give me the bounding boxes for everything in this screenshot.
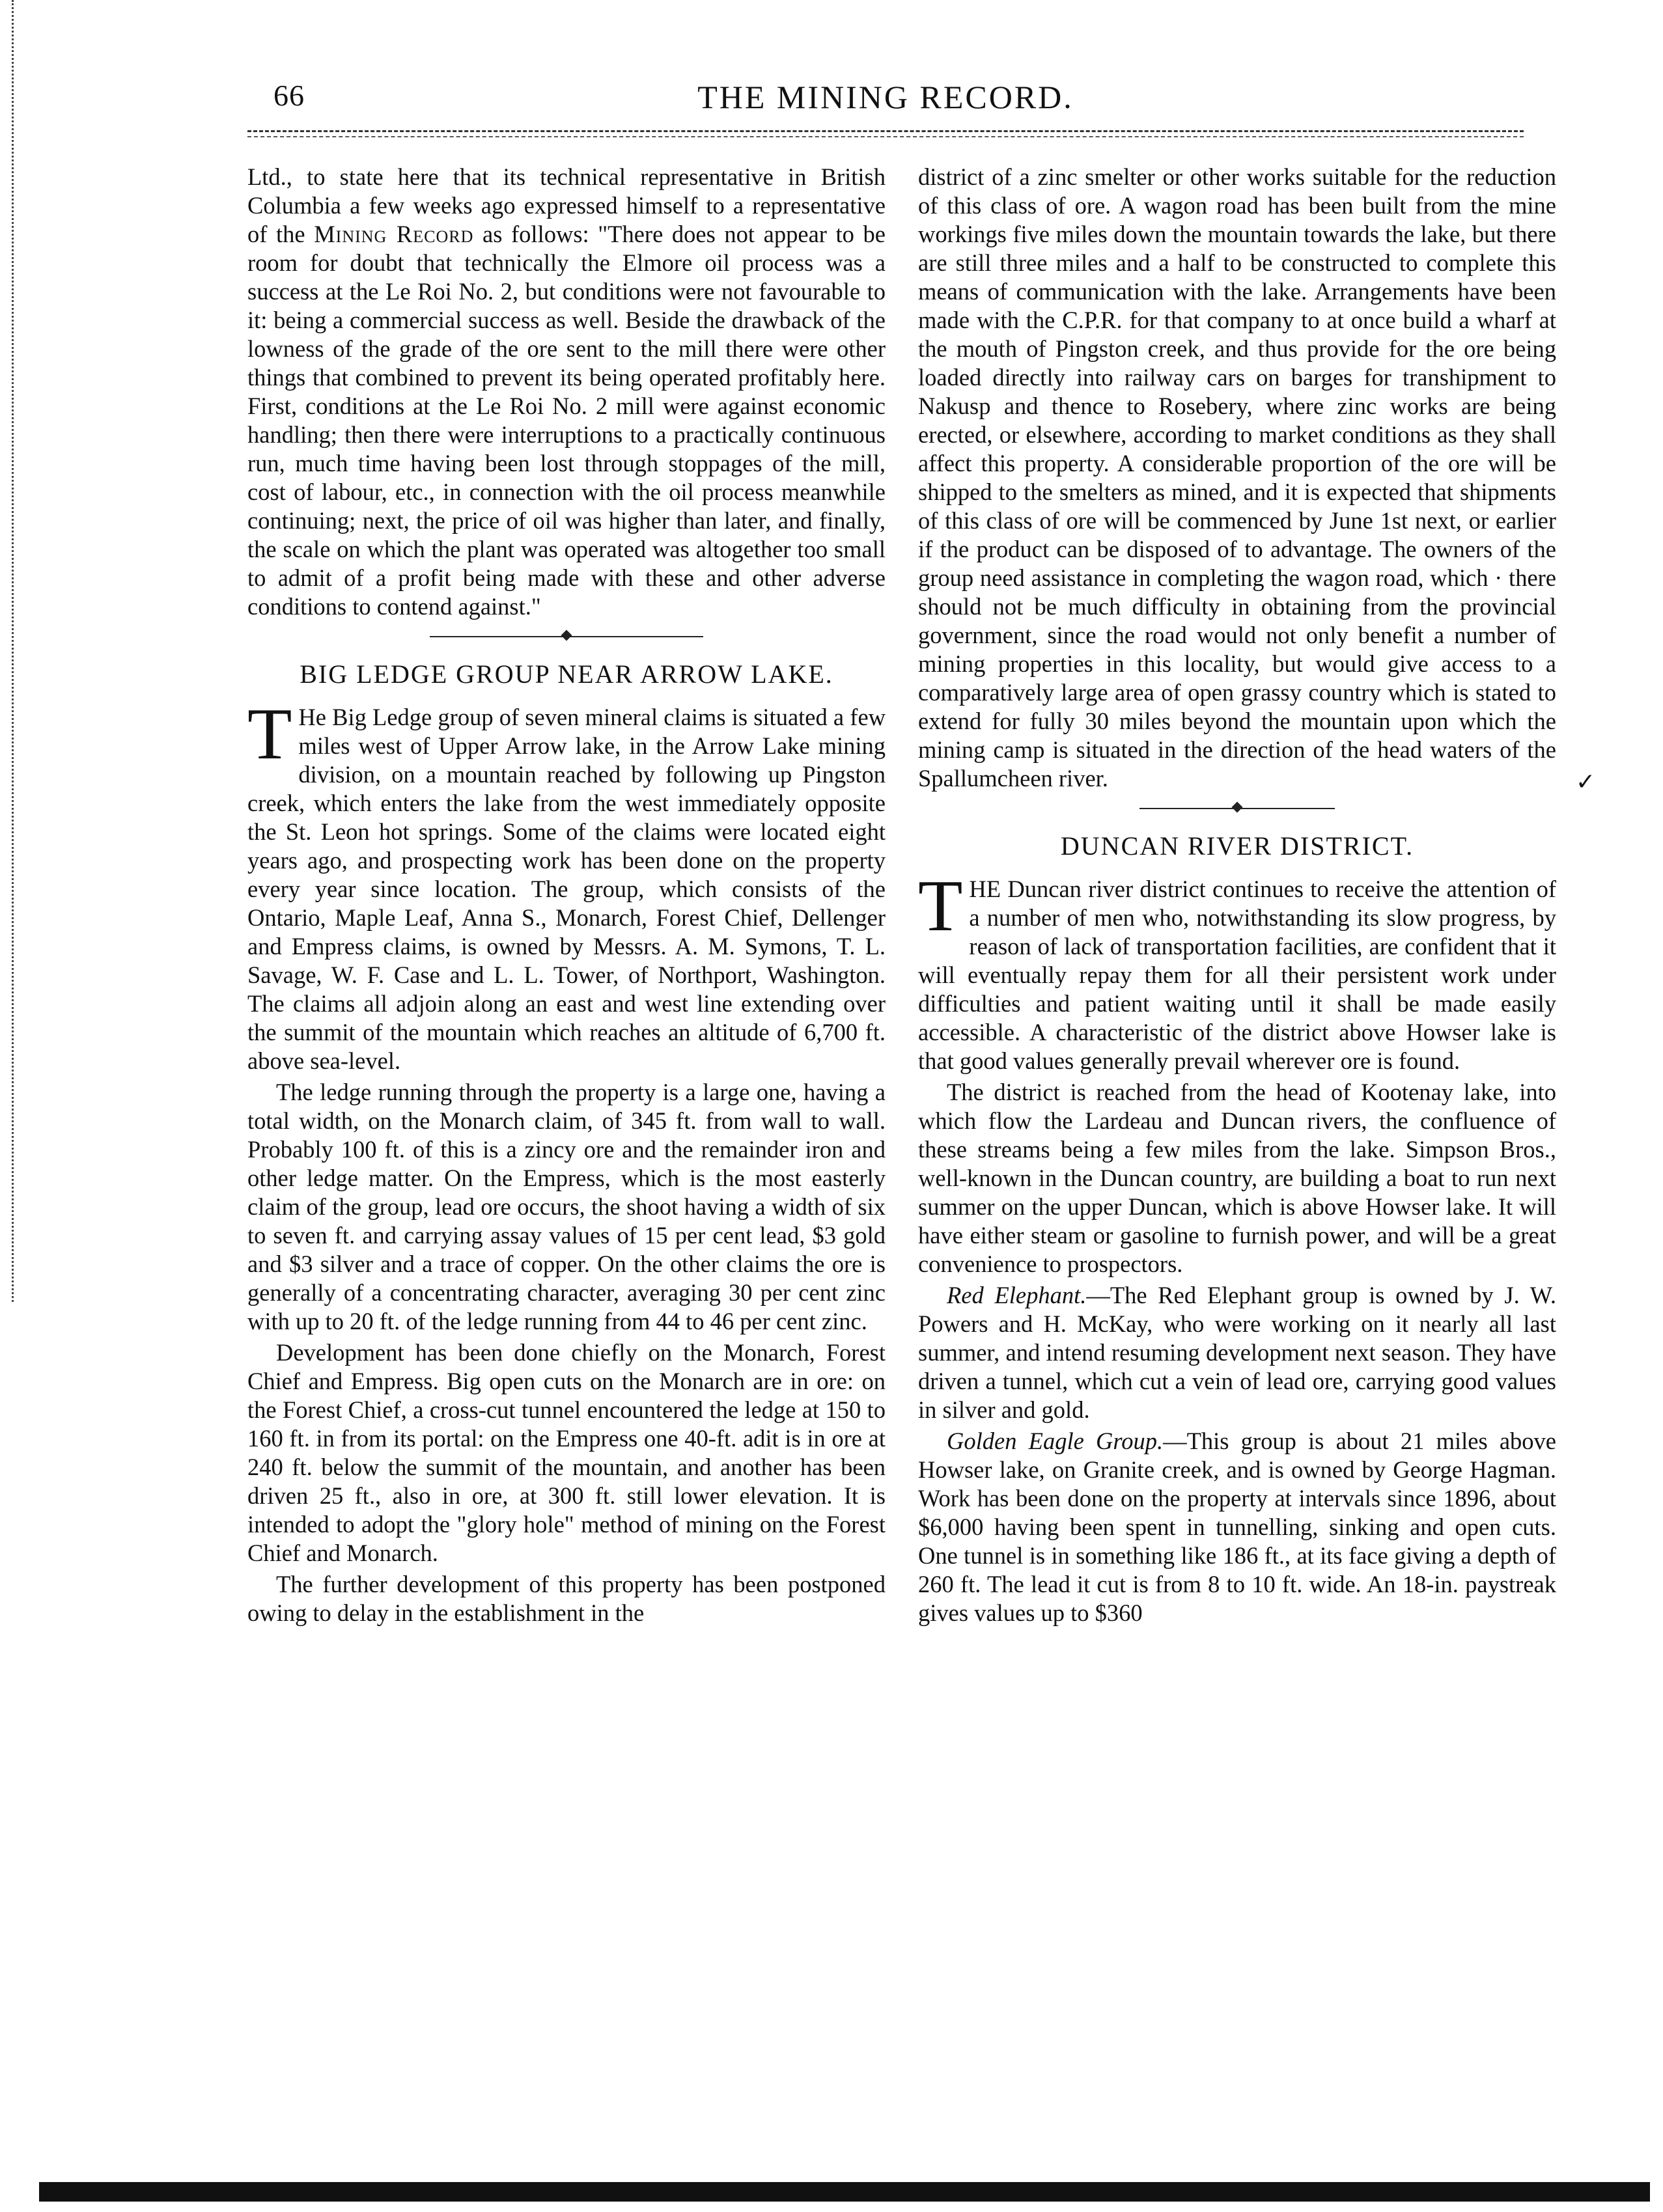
paragraph: The district is reached from the head of Kootenay lake, into which flow the Lardeau and Duncan rivers, the confluence of these streams being a few miles from the lake. Simpson Bros., well-known in the Duncan country, are building a boat to run next summer on the upper Duncan, which is above Howser lake. It will have either steam or gasoline to furnish power, and will be a great convenience to prospectors. [918, 1079, 1556, 1277]
paragraph: The further development of this property has been postponed owing to delay in the establishment in the [247, 1571, 886, 1626]
drop-cap: T [247, 694, 292, 775]
section-heading: DUNCAN RIVER DISTRICT. [1060, 831, 1414, 861]
paragraph [247, 163, 886, 621]
text-run: He Big Ledge group of seven mineral claims is situated a few miles west of Upper Arrow lake, in the Arrow Lake mining division, on a mountain reached by following up Pingston creek, which enters the lake from the west immediately opposite the St. Leon hot springs. Some of the claims were located eight years ago, and prospecting work has been done on the property every year since location. The group, which consists of the Ontario, Maple Leaf, Anna S., Monarch, Forest Chief, Dellenger and Empress claims, is owned by Messrs. A. M. Symons, T. L. Savage, W. F. Case and L. L. Tower, of Northport, Washington. The claims all adjoin along an east and west line extending over the summit of the mountain which reaches an altitude of 6,700 ft. above sea-level. [247, 704, 886, 1074]
margin-mark: ✓ [1576, 769, 1596, 795]
right-column [918, 163, 1556, 1630]
section-divider [918, 802, 1556, 815]
paragraph [918, 1427, 1556, 1627]
scan-edge-marks [12, 0, 18, 1302]
section-heading: BIG LEDGE GROUP NEAR ARROW LAKE. [300, 659, 833, 689]
scan-bottom-edge [39, 2182, 1650, 2202]
header-rule [247, 130, 1524, 137]
journal-name: Mining Record [314, 221, 474, 247]
paragraph: Development has been done chiefly on the Monarch, Forest Chief and Empress. Big open cuts on the Monarch are in ore: on the Forest Chief, a cross-cut tunnel encountered the ledge at 150 to 160 ft. in from its portal: on the Empress one 40-ft. adit is in ore at 240 ft. below the summit of the mountain, and another has been driven 25 ft., also in ore, at 300 ft. still lower elevation. It is intended to adopt the "glory hole" method of mining on the Forest Chief and Monarch. [247, 1339, 886, 1566]
paragraph [918, 1281, 1556, 1424]
text-run: —This group is about 21 miles above Howser lake, on Granite creek, and is owned by George Hagman. Work has been done on the property at intervals since 1896, about $6,000 having been spent in tunnelling, sinking and open cuts. One tunnel is in something like 186 ft., at its face giving a depth of 260 ft. The lead it cut is from 8 to 10 ft. wide. An 18-in. paystreak gives values up to $360 [918, 1428, 1556, 1626]
subsection-title: Red Elephant. [947, 1282, 1087, 1308]
journal-title: THE MINING RECORD. [697, 79, 1074, 115]
page-header [247, 78, 1524, 124]
page-number: 66 [273, 79, 305, 112]
left-column [247, 163, 886, 1630]
text-run: HE Duncan river district continues to receive the attention of a number of men who, notwithstanding its slow progress, by reason of lack of transportation facilities, are confident that it will eventually repay them for all their persistent work under difficulties and patient waiting until it shall be made easily accessible. A characteristic of the district above Howser lake is that good values generally prevail wherever ore is found. [918, 876, 1556, 1074]
paragraph: district of a zinc smelter or other works suitable for the reduction of this class of ore. A wagon road has been built from the mine workings five miles down the mountain towards the lake, but there are still three miles and a half to be constructed to complete this means of communication with the lake. Arrangements have been made with the C.P.R. for that company to at once build a wharf at the mouth of Pingston creek, and thus provide for the ore being loaded directly into railway cars on barges for transhipment to Nakusp and thence to Rosebery, where zinc works are being erected, or elsewhere, according to market conditions as they shall affect this property. A considerable proportion of the ore will be shipped to the smelters as mined, and it is expected that shipments of this class of ore will be commenced by June 1st next, or earlier if the product can be disposed of to advantage. The owners of the group need assistance in completing the wagon road, which · there should not be much difficulty in obtaining from the provincial government, since the road would not only benefit a number of mining properties in this locality, but would give access to a comparatively large area of open grassy country which is stated to extend for fully 30 miles beyond the mountain upon which the mining camp is situated in the direction of the head waters of the Spallumcheen river. [918, 163, 1556, 792]
paragraph [918, 866, 1556, 1075]
subsection-title: Golden Eagle Group. [947, 1428, 1164, 1454]
text-run: Ltd., to state here that its technical representative in British Columbia a few weeks ago expressed himself to a representative of the [247, 163, 886, 247]
drop-cap: T [918, 866, 963, 947]
text-run: —The Red Elephant group is owned by J. W. Powers and H. McKay, who were working on it nearly all last summer, and intend resuming development next season. They have driven a tunnel, which cut a vein of lead ore, carrying good values in silver and gold. [918, 1282, 1556, 1423]
text-run: as follows: "There does not appear to be room for doubt that technically the Elmore oil process was a success at the Le Roi No. 2, but conditions were not favourable to it: being a commercial success as well. Beside the drawback of the lowness of the grade of the ore sent to the mill there were other things that combined to prevent its being operated profitably here. First, conditions at the Le Roi No. 2 mill were against economic handling; then there were interruptions to a practically continuous run, much time having been lost through stoppages of the mill, cost of labour, etc., in connection with the oil process meanwhile continuing; next, the price of oil was higher than later, and finally, the scale on which the plant was operated was altogether too small to admit of a profit being made with these and other adverse conditions to contend against." [247, 221, 886, 620]
paragraph [247, 694, 886, 1075]
section-divider [247, 630, 886, 643]
paragraph: The ledge running through the property is a large one, having a total width, on the Monarch claim, of 345 ft. from wall to wall. Probably 100 ft. of this is a zincy ore and the remainder iron and other ledge matter. On the Empress, which is the most easterly claim of the group, lead ore occurs, the shoot having a width of six to seven ft. and carrying assay values of 15 per cent lead, $3 gold and $3 silver and a trace of copper. On the other claims the ore is generally of a concentrating character, averaging 30 per cent zinc with up to 20 ft. of the ledge running from 44 to 46 per cent zinc. [247, 1079, 886, 1334]
